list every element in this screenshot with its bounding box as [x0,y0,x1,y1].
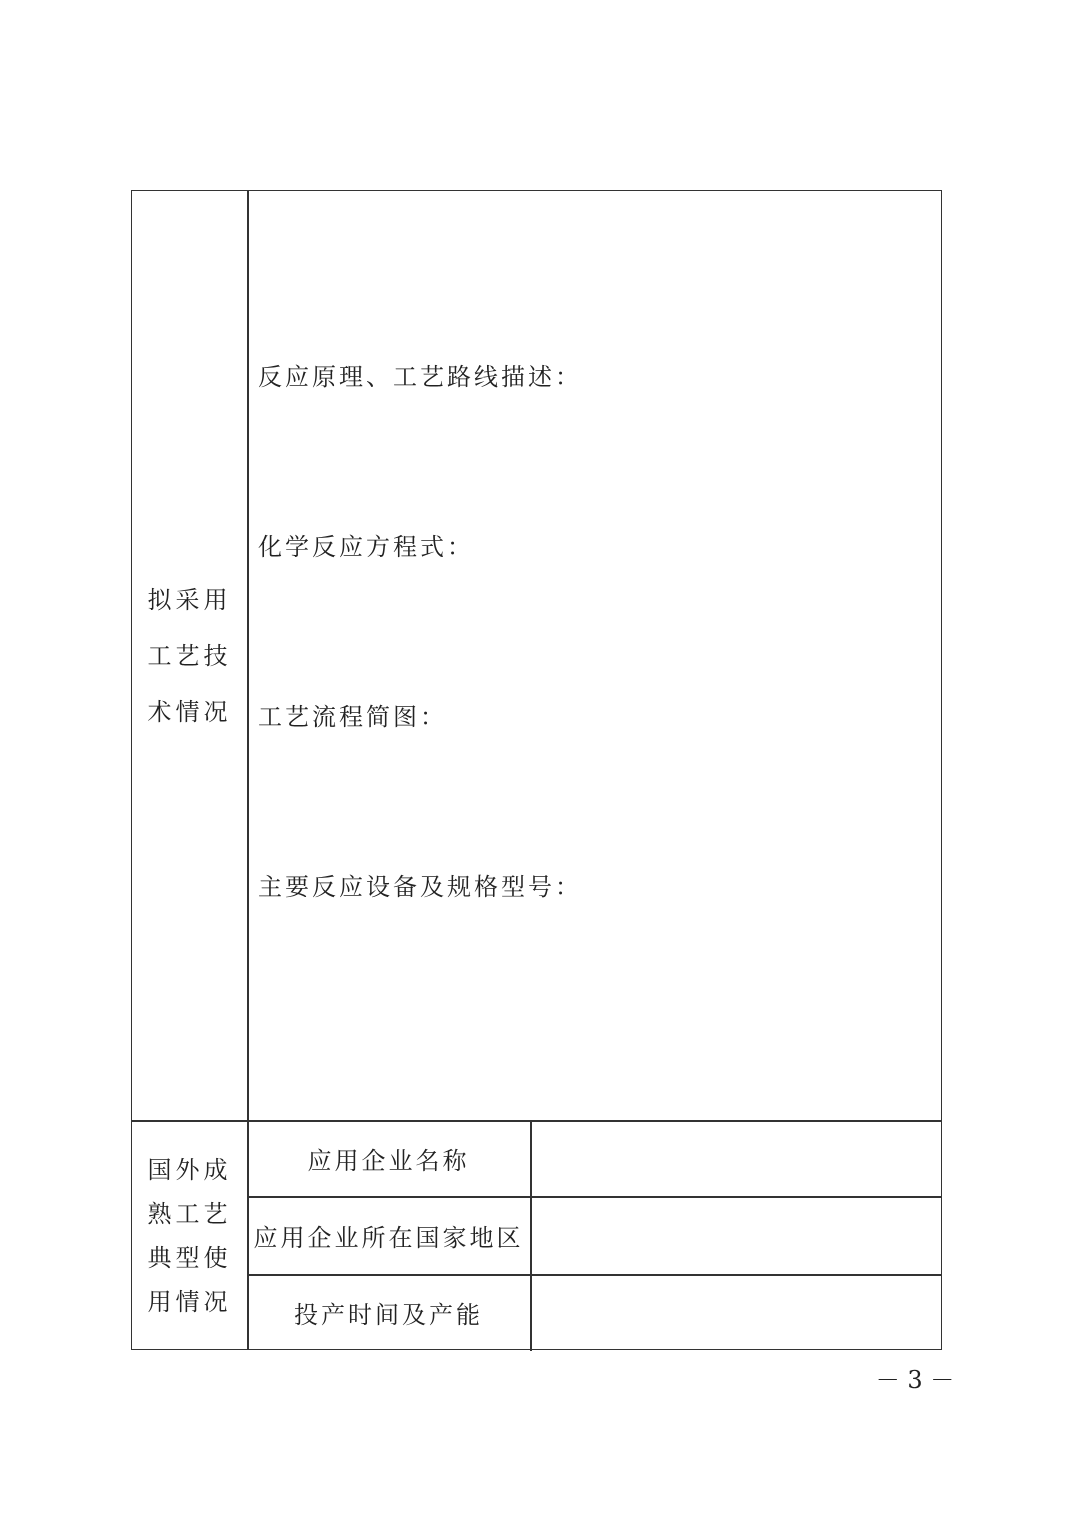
production-time-capacity-value[interactable] [532,1276,941,1351]
label-line: 拟采用 [147,585,232,614]
application-form-table [131,190,942,1350]
label-line: 术情况 [147,697,232,726]
process-technology-label [132,191,247,1120]
company-name-value[interactable] [532,1122,941,1196]
main-equipment-field: 主要反应设备及规格型号： [258,873,582,901]
company-country-value[interactable] [532,1198,941,1274]
label-line: 用情况 [147,1287,232,1316]
company-country-label: 应用企业所在国家地区 [253,1223,524,1252]
label-line: 熟工艺 [147,1199,232,1228]
page-number: － 3 － [875,1366,955,1394]
foreign-usage-label [132,1120,247,1351]
chemical-equation-field: 化学反应方程式： [258,533,474,561]
label-line: 典型使 [147,1243,232,1272]
label-line: 工艺技 [147,641,232,670]
reaction-principle-field: 反应原理、工艺路线描述： [258,363,582,391]
process-flow-diagram-field: 工艺流程简图： [258,703,447,731]
label-line: 国外成 [147,1155,232,1184]
company-name-label: 应用企业名称 [307,1146,470,1175]
production-time-capacity-label: 投产时间及产能 [294,1301,483,1329]
